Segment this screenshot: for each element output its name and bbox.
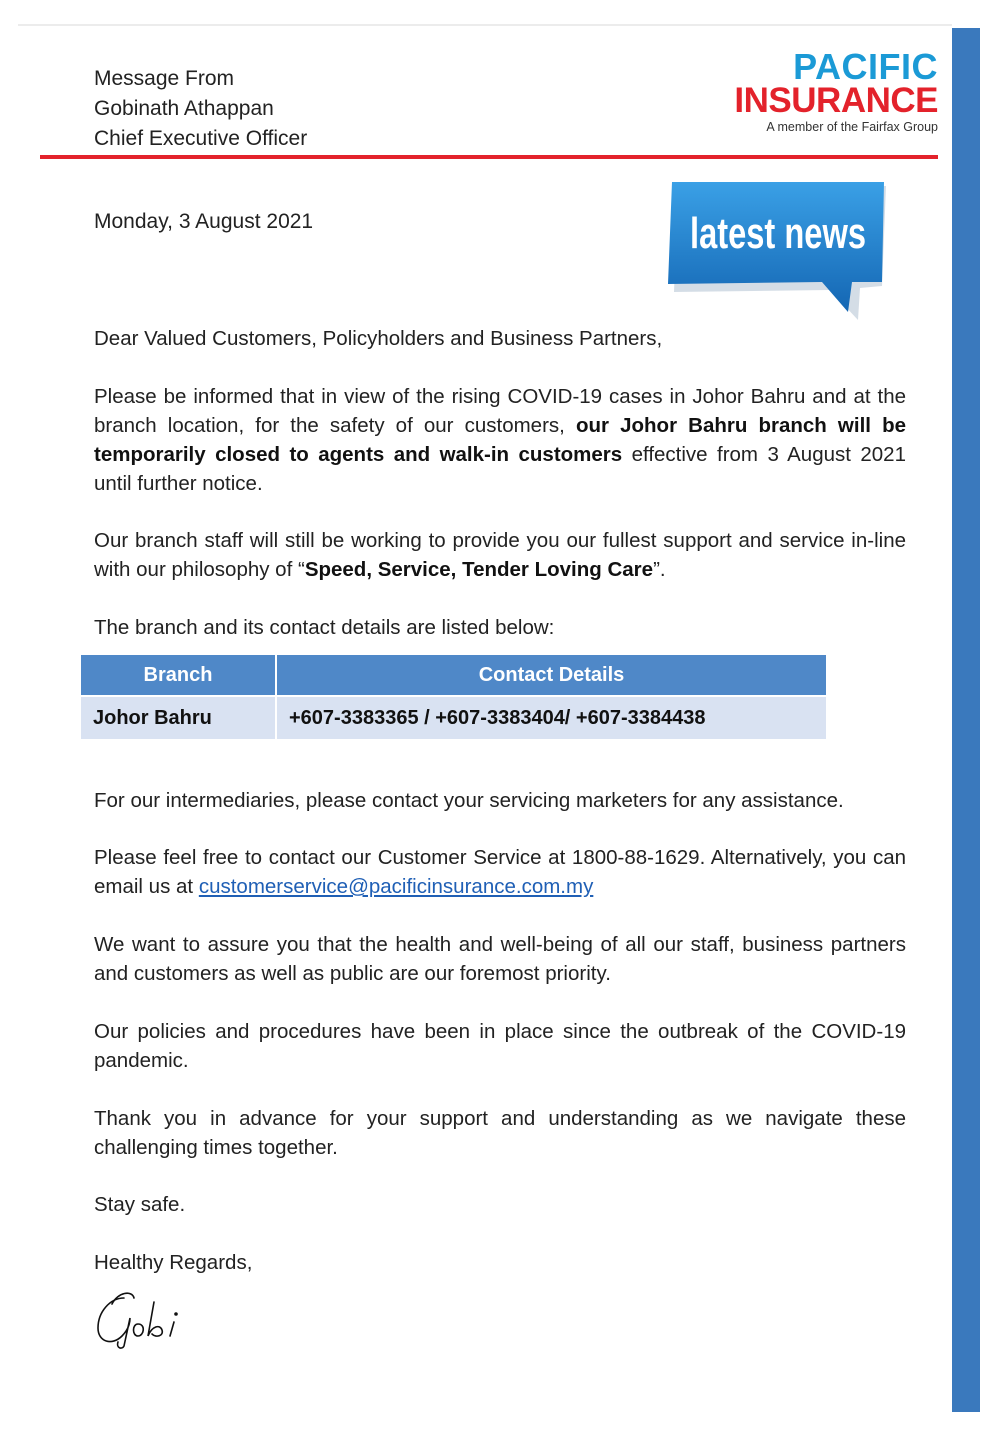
closure-emphasis: our Johor Bahru branch will be temporarily closed to agents and walk-in customers <box>94 414 906 466</box>
paragraph-closure-notice: Please be informed that in view of the rising COVID-19 cases in Johor Bahru and at the branch location, for the safety of our customers, our Johor Bahru branch will be temporarily closed to agents and walk-in customers effective from 3 August 2021 until further notice. <box>94 385 906 495</box>
side-accent-bar <box>952 28 980 1412</box>
letter-date: Monday, 3 August 2021 <box>94 210 314 233</box>
table-header-row <box>81 655 826 696</box>
badge-text: latest news <box>690 209 866 258</box>
salutation: Dear Valued Customers, Policyholders and Business Partners, <box>94 327 663 350</box>
closing-regards: Healthy Regards, <box>94 1251 253 1274</box>
header-divider <box>40 155 938 159</box>
philosophy-emphasis: Speed, Service, Tender Loving Care <box>304 558 654 581</box>
paragraph-thanks: Thank you in advance for your support and understanding as we navigate these challenging times together. <box>94 1107 906 1159</box>
paragraph-philosophy: Our branch staff will still be working to provide you our fullest support and service in-line with our philosophy of “Speed, Service, Tender Loving Care”. <box>94 529 906 581</box>
contact-numbers-cell: +607-3383365 / +607-3383404/ +607-3384438 <box>276 696 826 739</box>
logo-tagline: A member of the Fairfax Group <box>766 120 938 134</box>
paragraph-branch-intro: The branch and its contact details are listed below: <box>94 616 555 639</box>
logo-insurance: INSURANCE <box>734 81 938 120</box>
email-link[interactable]: customerservice@pacificinsurance.com.my <box>198 875 594 898</box>
closing-stay-safe: Stay safe. <box>94 1193 186 1216</box>
column-header-branch: Branch <box>81 655 276 696</box>
sender-name: Gobinath Athappan <box>94 97 274 120</box>
message-from-label: Message From <box>94 67 235 90</box>
paragraph-customer-service: Please feel free to contact our Customer Service at 1800-88-1629. Alternatively, you can email us at customerservice@pacificinsurance.com.my <box>94 846 906 898</box>
pacific-insurance-logo <box>728 46 938 135</box>
logo-pacific: PACIFIC <box>793 46 938 87</box>
page-top-edge <box>18 24 952 26</box>
sender-block <box>94 64 307 154</box>
paragraph-policies: Our policies and procedures have been in place since the outbreak of the COVID-19 pandemic. <box>94 1020 906 1072</box>
paragraph-assurance: We want to assure you that the health and well-being of all our staff, business partners and customers as well as public are our foremost priority. <box>94 933 906 985</box>
column-header-contact: Contact Details <box>276 655 826 696</box>
latest-news-badge <box>666 182 890 322</box>
branch-contact-table <box>81 655 826 739</box>
table-row <box>81 696 826 739</box>
ceo-signature <box>94 1284 204 1350</box>
paragraph-intermediaries: For our intermediaries, please contact your servicing marketers for any assistance. <box>94 789 844 812</box>
sender-title: Chief Executive Officer <box>94 127 308 150</box>
branch-name-cell: Johor Bahru <box>81 696 276 739</box>
